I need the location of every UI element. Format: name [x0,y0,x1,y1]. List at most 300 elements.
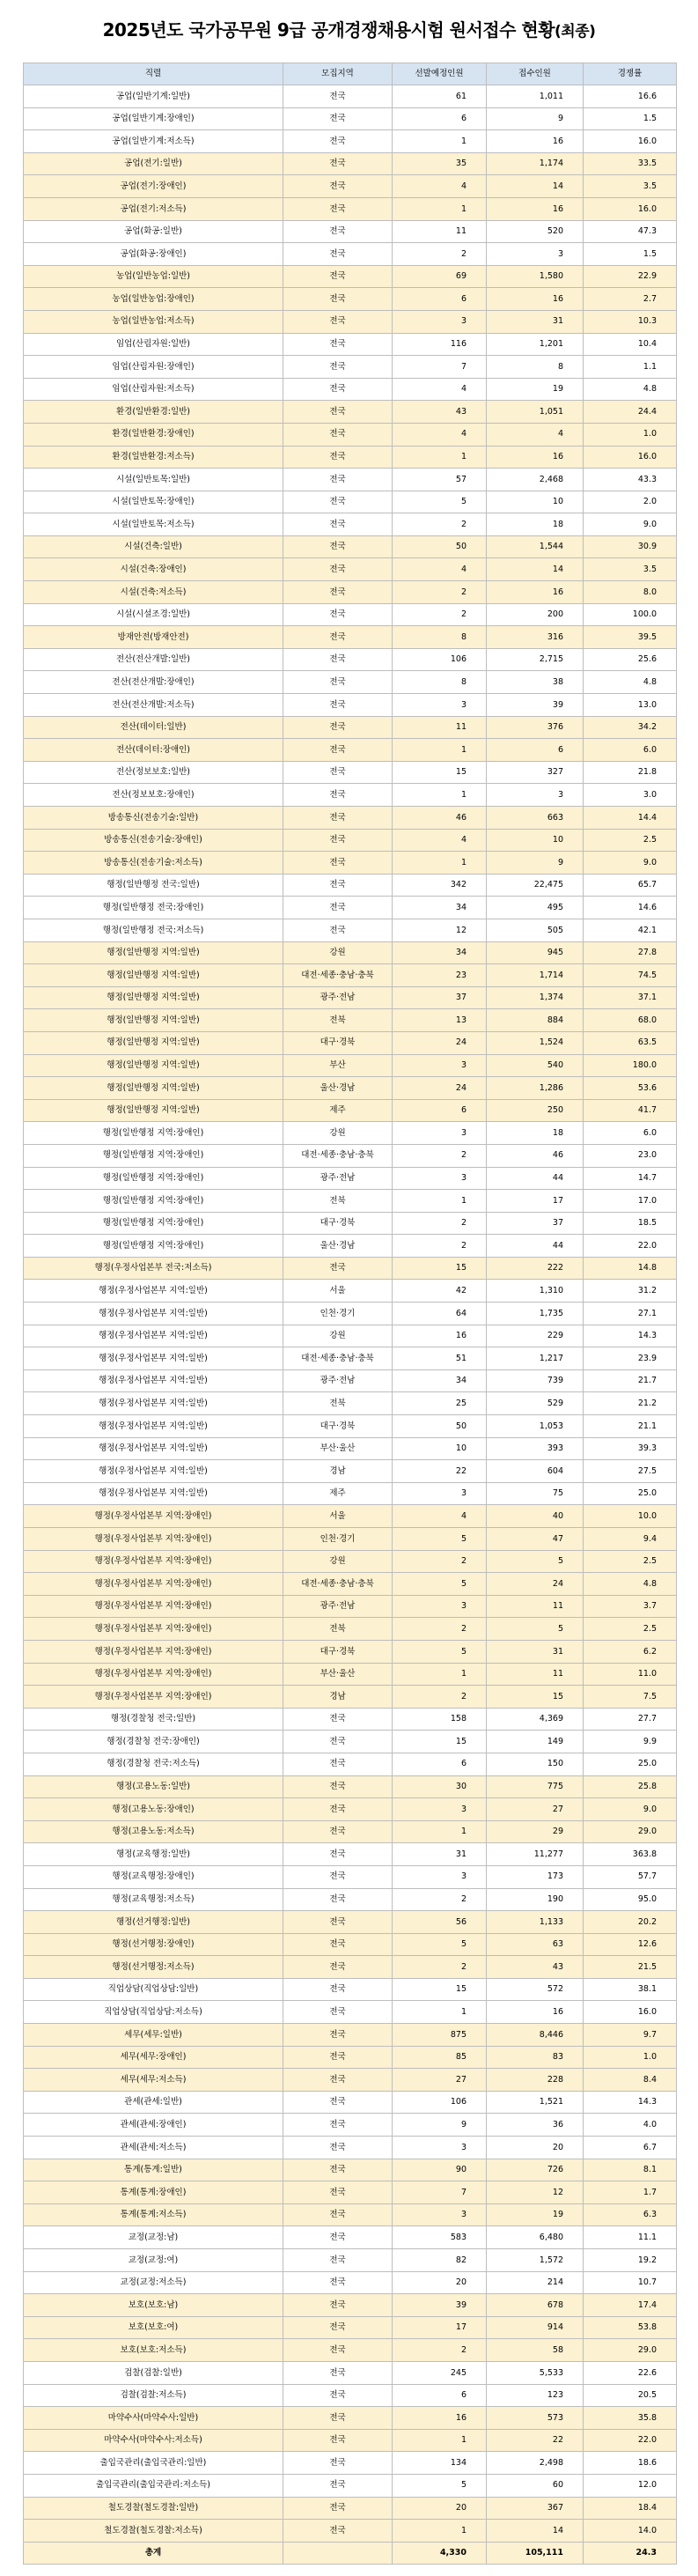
cell-region: 울산·경남 [283,1077,393,1100]
table-row [24,378,677,401]
cell-region: 전국 [283,2226,393,2249]
table-row [24,2520,677,2543]
cell-region: 전국 [283,1708,393,1731]
cell-job-series: 행정(일반행정 지역:장애인) [24,1190,283,1213]
cell-rate: 4.8 [584,1573,677,1596]
cell-planned: 3 [393,1054,487,1077]
cell-region: 전국 [283,197,393,220]
cell-region: 강원 [283,1325,393,1347]
cell-region: 제주 [283,1099,393,1122]
cell-planned: 30 [393,1775,487,1798]
table-row [24,2271,677,2294]
cell-rate: 14.3 [584,2091,677,2114]
cell-rate: 37.1 [584,986,677,1009]
table-row [24,829,677,852]
cell-job-series: 공업(일반기계:장애인) [24,107,283,130]
table-row [24,1031,677,1054]
cell-region: 전국 [283,829,393,852]
cell-rate: 4.8 [584,671,677,694]
cell-region: 전국 [283,333,393,356]
cell-region: 부산·울산 [283,1663,393,1686]
cell-job-series: 행정(고용노동:일반) [24,1775,283,1798]
cell-rate: 27.1 [584,1303,677,1325]
cell-region: 전국 [283,2091,393,2114]
cell-applicants: 40 [487,1505,584,1528]
cell-rate: 3.0 [584,784,677,807]
cell-applicants: 38 [487,671,584,694]
total-applicants: 105,111 [487,2542,584,2565]
header-row [24,63,677,85]
cell-job-series: 행정(우정사업본부 지역:장애인) [24,1528,283,1551]
table-row [24,1369,677,1392]
cell-applicants: 11,277 [487,1843,584,1866]
table-row [24,1437,677,1460]
table-row [24,1708,677,1731]
cell-planned: 20 [393,2497,487,2520]
cell-job-series: 행정(일반행정 지역:장애인) [24,1235,283,1258]
cell-planned: 6 [393,1753,487,1775]
cell-job-series: 마약수사(마약수사:저소득) [24,2429,283,2452]
cell-region: 강원 [283,941,393,964]
cell-job-series: 행정(경찰청 전국:장애인) [24,1731,283,1753]
cell-region: 제주 [283,1482,393,1505]
table-row [24,694,677,717]
cell-applicants: 678 [487,2294,584,2317]
cell-region: 전국 [283,446,393,469]
cell-job-series: 행정(우정사업본부 지역:일반) [24,1415,283,1438]
table-row [24,1663,677,1686]
table-header [24,63,677,85]
table-row [24,2316,677,2339]
cell-rate: 21.5 [584,1956,677,1979]
cell-rate: 17.4 [584,2294,677,2317]
table-row [24,2339,677,2362]
cell-rate: 34.2 [584,716,677,739]
cell-region: 전국 [283,2249,393,2272]
cell-rate: 47.3 [584,220,677,243]
cell-job-series: 환경(일반환경:일반) [24,401,283,424]
table-row [24,1054,677,1077]
cell-planned: 1 [393,197,487,220]
cell-applicants: 31 [487,1640,584,1663]
cell-job-series: 출입국관리(출입국관리:저소득) [24,2474,283,2497]
cell-planned: 64 [393,1303,487,1325]
cell-region: 전북 [283,1392,393,1415]
cell-rate: 30.9 [584,535,677,558]
cell-planned: 2 [393,581,487,604]
cell-applicants: 250 [487,1099,584,1122]
cell-planned: 106 [393,648,487,671]
cell-rate: 29.0 [584,2339,677,2362]
cell-rate: 18.6 [584,2452,677,2475]
cell-applicants: 327 [487,761,584,784]
cell-planned: 2 [393,243,487,266]
cell-job-series: 방송통신(전송기술:저소득) [24,852,283,875]
cell-job-series: 행정(일반행정 지역:일반) [24,1031,283,1054]
table-row [24,288,677,311]
cell-planned: 3 [393,1482,487,1505]
cell-applicants: 19 [487,2203,584,2226]
total-planned: 4,330 [393,2542,487,2565]
cell-region: 인천·경기 [283,1303,393,1325]
cell-planned: 24 [393,1031,487,1054]
cell-applicants: 367 [487,2497,584,2520]
cell-region: 전국 [283,220,393,243]
cell-region: 전국 [283,1865,393,1888]
cell-rate: 4.0 [584,2114,677,2137]
table-row [24,1392,677,1415]
cell-region: 전국 [283,175,393,198]
cell-region: 광주·전남 [283,986,393,1009]
table-body [24,85,677,2543]
cell-job-series: 행정(일반행정 지역:장애인) [24,1144,283,1167]
cell-planned: 7 [393,356,487,379]
cell-job-series: 임업(산림자원:저소득) [24,378,283,401]
table-row [24,761,677,784]
cell-planned: 50 [393,1415,487,1438]
cell-job-series: 행정(선거행정:장애인) [24,1933,283,1956]
cell-planned: 583 [393,2226,487,2249]
total-row [24,2542,677,2565]
cell-rate: 68.0 [584,1009,677,1032]
table-row [24,2069,677,2092]
cell-job-series: 전산(전산개발:저소득) [24,694,283,717]
cell-rate: 35.8 [584,2407,677,2430]
cell-planned: 1 [393,1190,487,1213]
cell-rate: 18.5 [584,1212,677,1235]
cell-region: 전국 [283,513,393,536]
header-rate: 경쟁률 [584,63,677,85]
cell-region: 경남 [283,1460,393,1483]
cell-planned: 1 [393,2429,487,2452]
cell-planned: 56 [393,1911,487,1934]
cell-applicants: 1,580 [487,265,584,288]
application-status-table [23,63,677,2565]
table-row [24,535,677,558]
cell-planned: 3 [393,2203,487,2226]
cell-region: 전국 [283,310,393,333]
cell-rate: 19.2 [584,2249,677,2272]
cell-applicants: 2,468 [487,469,584,491]
cell-job-series: 행정(우정사업본부 지역:장애인) [24,1640,283,1663]
cell-job-series: 행정(우정사업본부 지역:장애인) [24,1550,283,1573]
cell-rate: 53.6 [584,1077,677,1100]
cell-planned: 1 [393,739,487,762]
cell-region: 부산·울산 [283,1437,393,1460]
cell-region: 전국 [283,2271,393,2294]
cell-job-series: 행정(경찰청 전국:저소득) [24,1753,283,1775]
cell-region: 전국 [283,491,393,513]
cell-rate: 24.4 [584,401,677,424]
table-row [24,356,677,379]
table-row [24,941,677,964]
cell-rate: 8.1 [584,2159,677,2181]
cell-rate: 39.5 [584,626,677,649]
table-row [24,1482,677,1505]
table-row [24,1460,677,1483]
cell-rate: 27.8 [584,941,677,964]
cell-region: 전국 [283,243,393,266]
cell-rate: 10.3 [584,310,677,333]
cell-region: 인천·경기 [283,1528,393,1551]
cell-applicants: 20 [487,2137,584,2159]
table-row [24,1911,677,1934]
table-row [24,964,677,987]
cell-applicants: 14 [487,2520,584,2543]
cell-region: 전국 [283,1843,393,1866]
cell-planned: 2 [393,603,487,626]
cell-planned: 27 [393,2069,487,2092]
cell-planned: 4 [393,829,487,852]
cell-applicants: 10 [487,491,584,513]
cell-job-series: 행정(우정사업본부 지역:장애인) [24,1618,283,1641]
cell-planned: 15 [393,1731,487,1753]
cell-job-series: 행정(우정사업본부 전국:저소득) [24,1257,283,1280]
table-row [24,1753,677,1775]
cell-region: 대전·세종·충남·충북 [283,1573,393,1596]
cell-region: 전국 [283,265,393,288]
cell-region: 경남 [283,1686,393,1709]
cell-applicants: 16 [487,2001,584,2024]
table-row [24,1640,677,1663]
cell-planned: 46 [393,807,487,830]
cell-planned: 5 [393,1933,487,1956]
cell-planned: 15 [393,1978,487,2001]
cell-applicants: 1,053 [487,1415,584,1438]
cell-applicants: 190 [487,1888,584,1911]
cell-rate: 12.6 [584,1933,677,1956]
cell-job-series: 철도경찰(철도경찰:저소득) [24,2520,283,2543]
cell-applicants: 663 [487,807,584,830]
cell-rate: 25.0 [584,1482,677,1505]
cell-rate: 41.7 [584,1099,677,1122]
cell-region: 대구·경북 [283,1415,393,1438]
cell-job-series: 방송통신(전송기술:일반) [24,807,283,830]
cell-rate: 3.5 [584,558,677,581]
cell-job-series: 전산(데이터:일반) [24,716,283,739]
cell-rate: 18.4 [584,2497,677,2520]
table-row [24,581,677,604]
cell-rate: 2.0 [584,491,677,513]
cell-applicants: 10 [487,829,584,852]
cell-region: 전국 [283,1911,393,1934]
cell-rate: 27.7 [584,1708,677,1731]
table-row [24,2226,677,2249]
cell-job-series: 시설(건축:일반) [24,535,283,558]
cell-applicants: 505 [487,919,584,941]
cell-job-series: 행정(일반행정 지역:일반) [24,1077,283,1100]
cell-rate: 1.5 [584,243,677,266]
cell-rate: 95.0 [584,1888,677,1911]
cell-rate: 22.0 [584,2429,677,2452]
cell-applicants: 83 [487,2046,584,2069]
cell-job-series: 행정(우정사업본부 지역:일반) [24,1280,283,1303]
cell-job-series: 시설(일반토목:저소득) [24,513,283,536]
cell-job-series: 행정(일반행정 전국:일반) [24,874,283,897]
cell-planned: 61 [393,85,487,108]
cell-rate: 16.0 [584,446,677,469]
cell-applicants: 44 [487,1235,584,1258]
cell-planned: 4 [393,175,487,198]
cell-rate: 3.5 [584,175,677,198]
cell-job-series: 마약수사(마약수사:일반) [24,2407,283,2430]
cell-planned: 50 [393,535,487,558]
cell-planned: 9 [393,2114,487,2137]
cell-region: 전국 [283,469,393,491]
cell-region: 전국 [283,739,393,762]
cell-planned: 1 [393,2001,487,2024]
cell-applicants: 9 [487,852,584,875]
cell-planned: 875 [393,2024,487,2047]
table-row [24,1731,677,1753]
cell-rate: 22.0 [584,1235,677,1258]
cell-applicants: 43 [487,1956,584,1979]
cell-rate: 12.0 [584,2474,677,2497]
cell-planned: 1 [393,446,487,469]
table-row [24,2001,677,2024]
cell-job-series: 관세(관세:장애인) [24,2114,283,2137]
cell-planned: 3 [393,694,487,717]
cell-rate: 11.0 [584,1663,677,1686]
cell-planned: 6 [393,107,487,130]
cell-planned: 3 [393,1167,487,1190]
table-row [24,491,677,513]
cell-rate: 29.0 [584,1820,677,1843]
cell-region: 전국 [283,107,393,130]
cell-applicants: 914 [487,2316,584,2339]
cell-job-series: 시설(시설조경:일반) [24,603,283,626]
cell-region: 전국 [283,2407,393,2430]
cell-region: 대전·세종·충남·충북 [283,1144,393,1167]
table-row [24,558,677,581]
table-row [24,2407,677,2430]
cell-rate: 9.9 [584,1731,677,1753]
cell-rate: 6.0 [584,1122,677,1145]
table-row [24,1843,677,1866]
cell-planned: 3 [393,310,487,333]
cell-region: 전국 [283,2316,393,2339]
cell-applicants: 1,735 [487,1303,584,1325]
cell-job-series: 행정(선거행정:저소득) [24,1956,283,1979]
cell-region: 전국 [283,2294,393,2317]
cell-job-series: 행정(일반행정 지역:일반) [24,941,283,964]
cell-job-series: 세무(세무:일반) [24,2024,283,2047]
cell-rate: 25.8 [584,1775,677,1798]
table-row [24,1235,677,1258]
cell-planned: 35 [393,152,487,175]
cell-job-series: 전산(정보보호:장애인) [24,784,283,807]
cell-rate: 14.0 [584,2520,677,2543]
cell-planned: 20 [393,2271,487,2294]
cell-rate: 42.1 [584,919,677,941]
cell-job-series: 직업상담(직업상담:일반) [24,1978,283,2001]
cell-planned: 2 [393,1235,487,1258]
cell-planned: 6 [393,2384,487,2407]
cell-planned: 5 [393,2474,487,2497]
table-row [24,1099,677,1122]
table-row [24,2024,677,2047]
table-row [24,1077,677,1100]
total-region [283,2542,393,2565]
cell-rate: 20.2 [584,1911,677,1934]
cell-region: 전국 [283,288,393,311]
cell-applicants: 58 [487,2339,584,2362]
cell-applicants: 8,446 [487,2024,584,2047]
cell-rate: 74.5 [584,964,677,987]
cell-job-series: 전산(정보보호:일반) [24,761,283,784]
cell-applicants: 5 [487,1550,584,1573]
cell-rate: 1.5 [584,107,677,130]
cell-job-series: 행정(일반행정 전국:저소득) [24,919,283,941]
cell-applicants: 2,498 [487,2452,584,2475]
cell-rate: 100.0 [584,603,677,626]
cell-job-series: 행정(일반행정 지역:일반) [24,964,283,987]
cell-region: 전국 [283,2114,393,2137]
cell-rate: 53.8 [584,2316,677,2339]
cell-applicants: 1,310 [487,1280,584,1303]
cell-region: 전국 [283,2429,393,2452]
cell-region: 광주·전남 [283,1369,393,1392]
header-job-series: 직렬 [24,63,283,85]
cell-planned: 11 [393,716,487,739]
cell-job-series: 행정(일반행정 지역:장애인) [24,1167,283,1190]
cell-rate: 9.0 [584,513,677,536]
cell-job-series: 행정(우정사업본부 지역:일반) [24,1460,283,1483]
cell-rate: 1.7 [584,2181,677,2204]
cell-planned: 1 [393,1820,487,1843]
cell-applicants: 1,572 [487,2249,584,2272]
cell-region: 전국 [283,2203,393,2226]
cell-job-series: 시설(건축:장애인) [24,558,283,581]
cell-job-series: 공업(화공:일반) [24,220,283,243]
table-row [24,85,677,108]
cell-region: 전국 [283,2024,393,2047]
cell-job-series: 행정(일반행정 지역:장애인) [24,1212,283,1235]
cell-job-series: 행정(우정사업본부 지역:장애인) [24,1573,283,1596]
cell-rate: 1.0 [584,2046,677,2069]
cell-job-series: 농업(일반농업:저소득) [24,310,283,333]
cell-applicants: 775 [487,1775,584,1798]
cell-applicants: 604 [487,1460,584,1483]
table-row [24,603,677,626]
cell-job-series: 행정(일반행정 지역:일반) [24,1009,283,1032]
cell-region: 전국 [283,2159,393,2181]
table-row [24,2181,677,2204]
cell-planned: 82 [393,2249,487,2272]
cell-applicants: 945 [487,941,584,964]
cell-planned: 342 [393,874,487,897]
page-title-suffix: (최종) [555,22,596,41]
cell-applicants: 739 [487,1369,584,1392]
cell-rate: 11.1 [584,2226,677,2249]
cell-applicants: 1,011 [487,85,584,108]
cell-region: 전국 [283,761,393,784]
cell-job-series: 행정(교육행정:저소득) [24,1888,283,1911]
cell-region: 전국 [283,716,393,739]
cell-region: 전국 [283,2046,393,2069]
cell-planned: 24 [393,1077,487,1100]
cell-job-series: 행정(일반행정 지역:일반) [24,1054,283,1077]
cell-rate: 10.7 [584,2271,677,2294]
cell-job-series: 공업(일반기계:저소득) [24,130,283,153]
cell-rate: 16.6 [584,85,677,108]
cell-rate: 9.7 [584,2024,677,2047]
cell-planned: 5 [393,1640,487,1663]
cell-region: 전국 [283,423,393,446]
cell-applicants: 9 [487,107,584,130]
cell-job-series: 행정(고용노동:저소득) [24,1820,283,1843]
cell-region: 전국 [283,897,393,919]
